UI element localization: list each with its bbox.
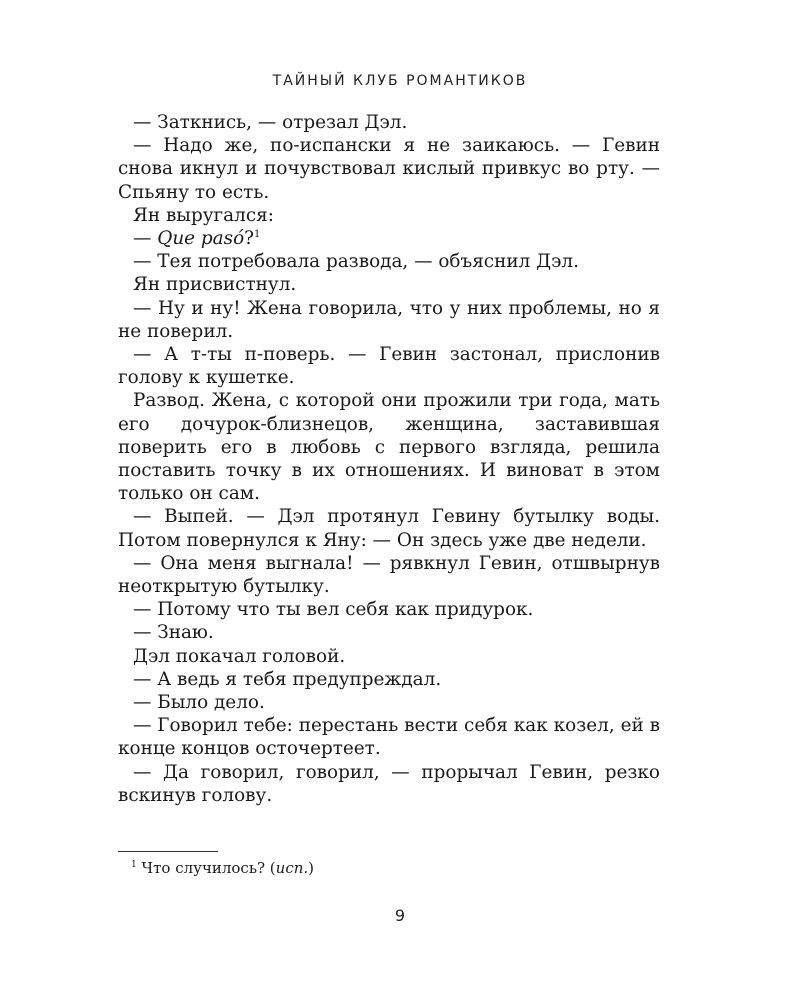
paragraph: — Тея потребовала развода, — объяснил Дэл. [133,251,579,273]
paragraph: — Было дело. [133,692,265,714]
paragraph: Ян выругался: [133,204,274,226]
paragraph: — А т-ты п-поверь. — Гевин застонал, прислонив голову к кушетке. [118,344,660,389]
footnote-number: 1 [131,860,137,870]
paragraph: — Она меня выгнала! — рявкнул Гевин, отшвырнув неоткрытую бутылку. [118,552,660,598]
question-mark: ? [244,228,255,250]
paragraph: — Да говорил, говорил, — прорычал Гевин, резко вскинув голову. [118,761,660,806]
main-text [118,111,660,807]
foreign-phrase: Que pasó [157,228,245,250]
paragraph: Ян присвистнул. [133,274,297,296]
page-number: 9 [394,906,406,925]
paragraph: — Говорил тебе: перестань вести себя как козел, ей в конце концов осточертеет. [118,715,660,760]
dash: — [133,228,158,250]
footnote-language: исп. [275,859,309,877]
footnote [131,858,314,878]
footnote-divider [118,851,218,852]
paragraph: — Надо же, по-испански я не заикаюсь. — Гевин снова икнул и почувствовал кислый привкус во рту. — Спьяну то есть. [118,135,660,203]
paragraph: Развод. Жена, с которой они прожили три года, мать его дочурок-близнецов, женщина, заставившая поверить его в любовь с первого взгляда, решила поставить точку в их отношениях. И виноват в этом только он сам. [118,390,660,505]
paragraph: — Выпей. — Дэл протянул Гевину бутылку воды. Потом повернулся к Яну: — Он здесь уже две недели. [118,506,660,551]
running-title: ТАЙНЫЙ КЛУБ РОМАНТИКОВ [272,73,528,89]
paragraph: — Знаю. [133,622,214,644]
paragraph: — А ведь я тебя предупреждал. [133,668,442,690]
footnote-text: Что случилось? ( [136,859,276,877]
paragraph: — Ну и ну! Жена говорила, что у них проблемы, но я не поверил. [118,297,660,342]
paragraph: Дэл покачал головой. [133,645,346,667]
footnote-close: ) [308,859,315,877]
paragraph [118,227,660,250]
paragraph: — Заткнись, — отрезал Дэл. [133,112,408,133]
paragraph: — Потому что ты вел себя как придурок. [133,599,534,621]
footnote-marker: 1 [254,229,261,241]
